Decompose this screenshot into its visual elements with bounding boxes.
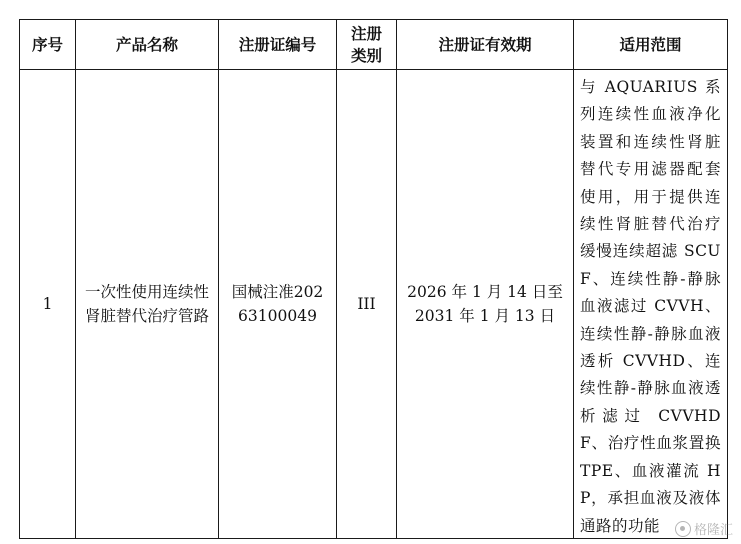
- cell-product-name: 一次性使用连续性肾脏替代治疗管路: [76, 70, 219, 539]
- table-row: [20, 70, 728, 539]
- cell-reg-number: 国械注准20263100049: [219, 70, 337, 539]
- header-reg-number: 注册证编号: [219, 20, 337, 70]
- header-validity: 注册证有效期: [397, 20, 574, 70]
- header-index: 序号: [20, 20, 76, 70]
- gelonghui-logo-icon: [675, 521, 691, 537]
- cell-scope: 与 AQUARIUS 系列连续性血液净化装置和连续性肾脏替代专用滤器配套使用，用于提供连续性肾脏替代治疗缓慢连续超滤 SCUF、连续性静-静脉血液滤过 CVVH、连续性静-静脉血液透析 CVVHD、连续性静-静脉血液透析滤过 CVVHDF、治疗性血浆置换 TPE、血液灌流 HP，承担血液及液体通路的功能: [574, 70, 728, 539]
- table-header-row: [20, 20, 728, 70]
- header-scope: 适用范围: [574, 20, 728, 70]
- registration-table: [19, 19, 728, 539]
- watermark: [675, 519, 733, 538]
- watermark-text: 格隆汇: [693, 523, 733, 538]
- header-reg-class: 注册类别: [337, 20, 397, 70]
- cell-validity: 2026 年 1 月 14 日至 2031 年 1 月 13 日: [397, 70, 574, 539]
- header-product-name: 产品名称: [76, 20, 219, 70]
- cell-reg-class: III: [337, 70, 397, 539]
- cell-index: 1: [20, 70, 76, 539]
